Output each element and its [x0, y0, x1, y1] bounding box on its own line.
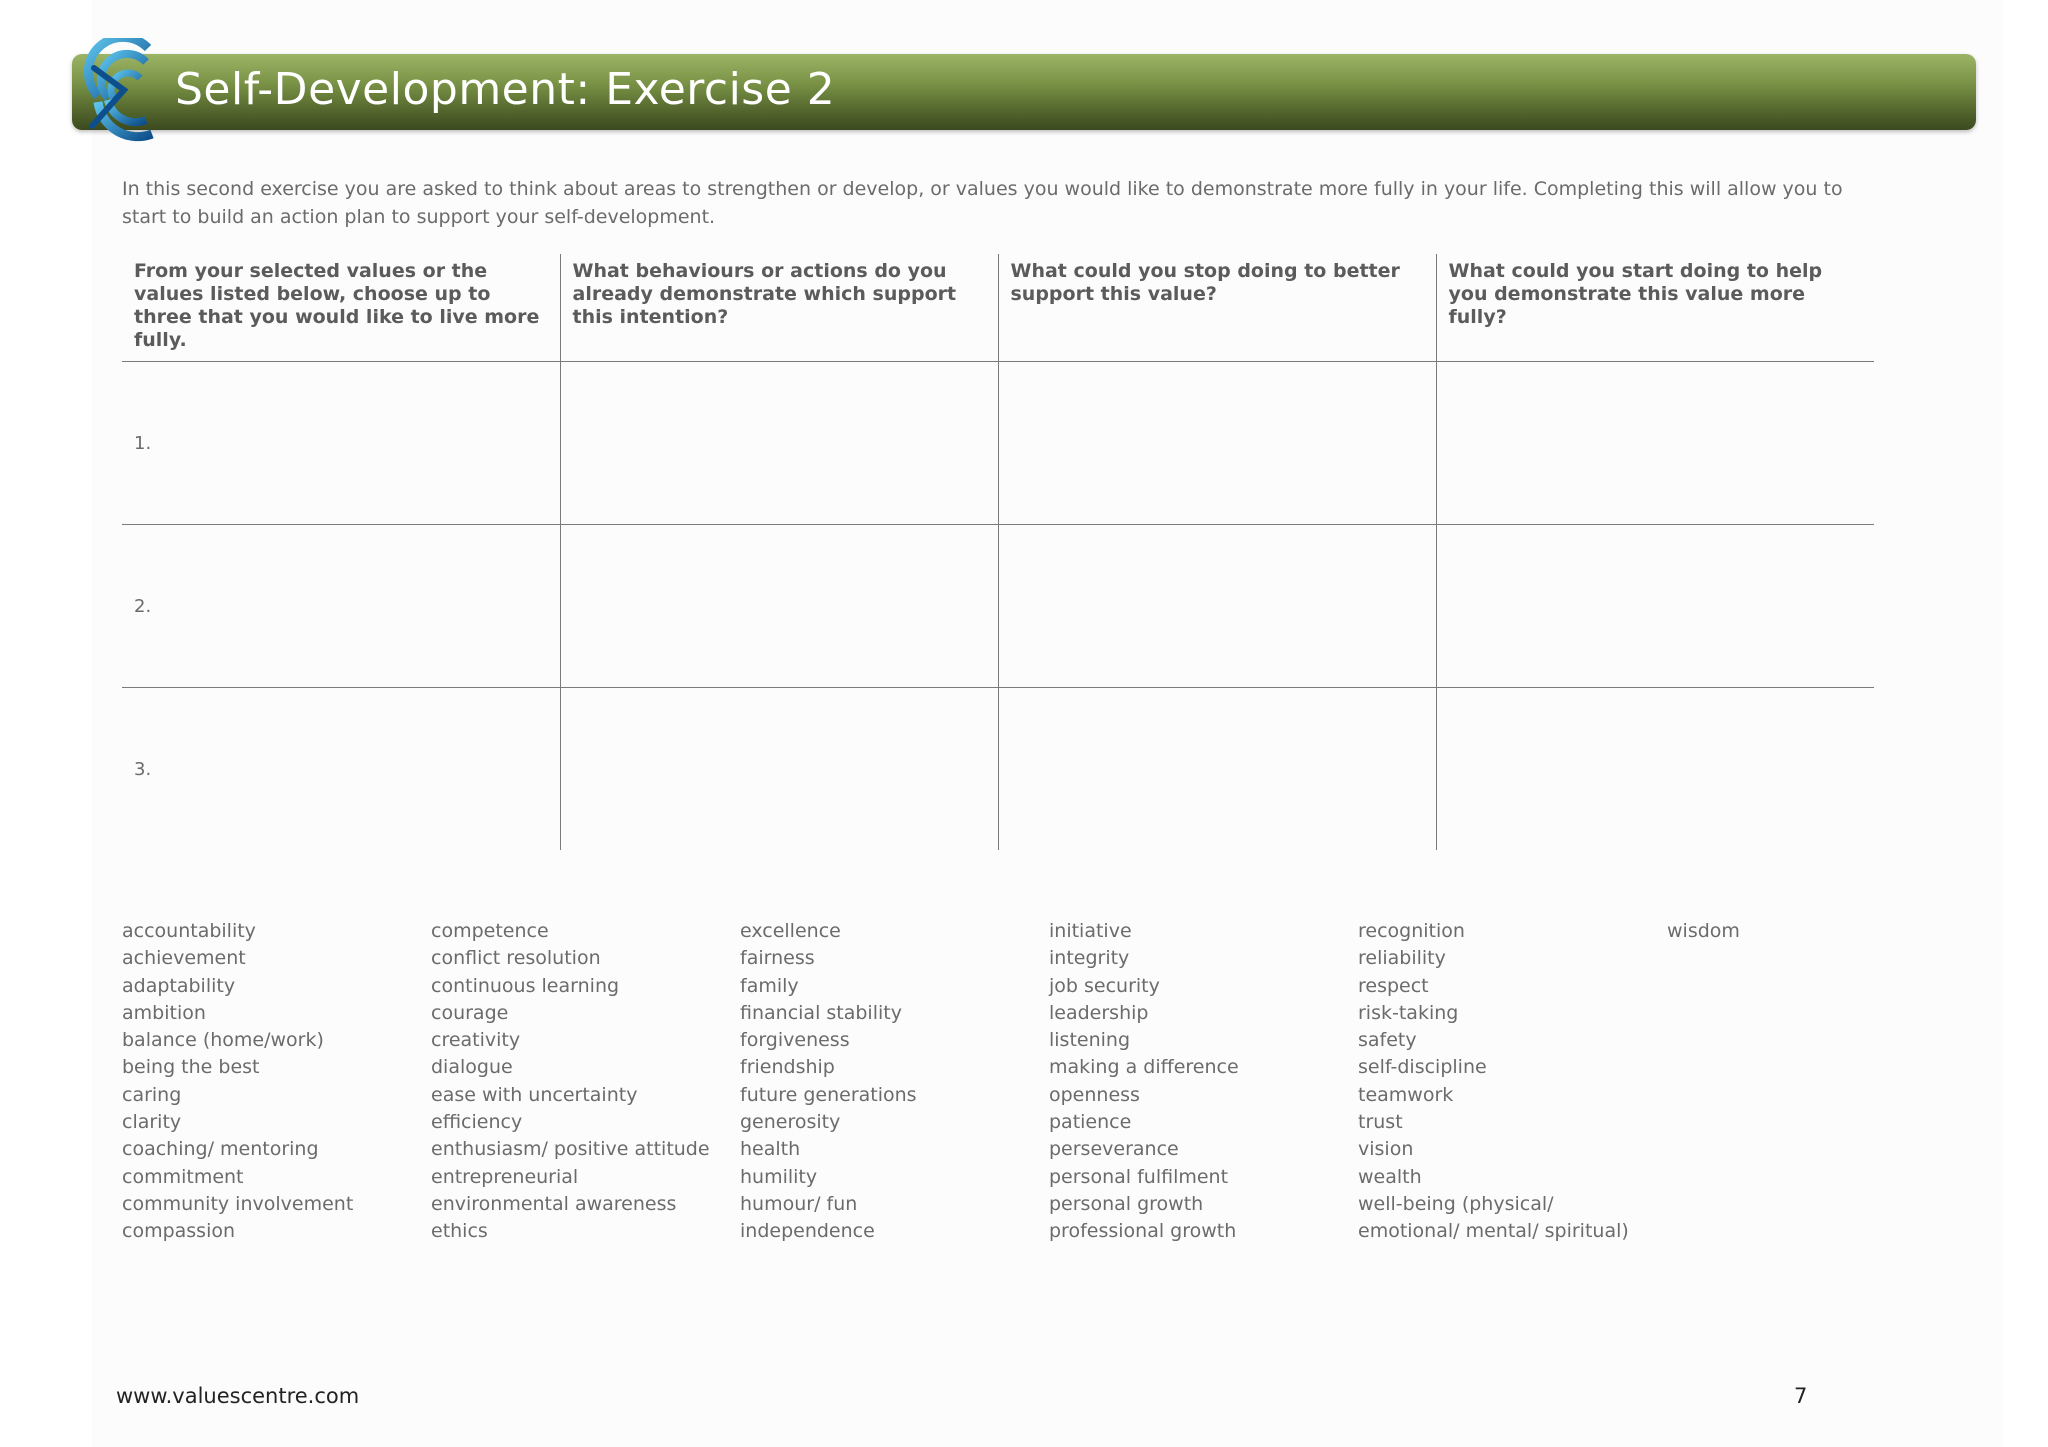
value-item: conflict resolution — [431, 947, 601, 970]
values-list — [122, 918, 1982, 1246]
value-item: humour/ fun — [740, 1192, 858, 1215]
value-item: future generations — [740, 1083, 917, 1106]
value-item: making a difference — [1049, 1056, 1239, 1079]
values-column — [431, 918, 740, 1246]
value-item: entrepreneurial — [431, 1165, 579, 1188]
value-item: fairness — [740, 947, 815, 970]
value-item: enthusiasm/ positive attitude — [431, 1138, 710, 1161]
value-item: adaptability — [122, 974, 236, 997]
value-item: compassion — [122, 1220, 236, 1243]
value-item: teamwork — [1358, 1083, 1454, 1106]
table-cell — [998, 362, 1436, 525]
value-item: humility — [740, 1165, 818, 1188]
value-item: perseverance — [1049, 1138, 1179, 1161]
intro-paragraph: In this second exercise you are asked to think about areas to strengthen or develop, or values you would like to demonstrate more fully in your life. Completing this will allow you to start to build an action plan to support your self-development. — [122, 178, 1843, 228]
values-column — [1358, 918, 1667, 1246]
value-item: ambition — [122, 1001, 206, 1024]
column-header: What could you stop doing to better support this value? — [998, 254, 1436, 362]
value-item: clarity — [122, 1111, 182, 1134]
value-item: accountability — [122, 920, 256, 942]
values-column — [122, 918, 431, 1246]
values-column — [740, 918, 1049, 1246]
value-item: forgiveness — [740, 1029, 850, 1052]
value-item: trust — [1358, 1111, 1403, 1134]
value-item: wealth — [1358, 1165, 1422, 1188]
value-item: courage — [431, 1001, 509, 1024]
value-item: recognition — [1358, 920, 1465, 942]
value-item: personal fulfilment — [1049, 1165, 1229, 1188]
table-row — [122, 525, 1874, 688]
column-header: From your selected values or the values listed below, choose up to three that you would like to live more fully. — [122, 254, 560, 362]
value-item: openness — [1049, 1083, 1140, 1106]
column-header: What behaviours or actions do you already demonstrate which support this intention? — [560, 254, 998, 362]
value-item: ease with uncertainty — [431, 1083, 638, 1106]
table-cell — [998, 525, 1436, 688]
value-item: ethics — [431, 1220, 488, 1243]
page-number: 7 — [1794, 1384, 1808, 1408]
values-centre-logo-icon — [68, 38, 180, 142]
value-item: health — [740, 1138, 801, 1161]
table-cell — [998, 688, 1436, 851]
table-row — [122, 362, 1874, 525]
value-item: balance (home/work) — [122, 1029, 324, 1052]
row-number: 1. — [122, 362, 560, 525]
value-item: self-discipline — [1358, 1056, 1487, 1079]
value-item: well-being (physical/ — [1358, 1192, 1554, 1215]
value-item: friendship — [740, 1056, 835, 1079]
value-item: integrity — [1049, 947, 1130, 970]
table-cell — [560, 362, 998, 525]
value-item: excellence — [740, 920, 841, 942]
value-item: job security — [1049, 974, 1160, 997]
value-item: initiative — [1049, 920, 1132, 942]
value-item: patience — [1049, 1111, 1132, 1134]
value-item: being the best — [122, 1056, 260, 1079]
value-item: independence — [740, 1220, 875, 1243]
table-cell — [1436, 525, 1874, 688]
value-item: listening — [1049, 1029, 1131, 1052]
page-title: Self-Development: Exercise 2 — [175, 64, 836, 115]
table-row — [122, 688, 1874, 851]
column-header: What could you start doing to help you demonstrate this value more fully? — [1436, 254, 1874, 362]
value-item: environmental awareness — [431, 1192, 677, 1215]
value-item: professional growth — [1049, 1220, 1237, 1243]
row-number: 2. — [122, 525, 560, 688]
value-item: coaching/ mentoring — [122, 1138, 319, 1161]
value-item: financial stability — [740, 1001, 902, 1024]
value-item: vision — [1358, 1138, 1414, 1161]
value-item: creativity — [431, 1029, 521, 1052]
value-item: generosity — [740, 1111, 841, 1134]
table-header-row — [122, 254, 1874, 362]
row-number: 3. — [134, 758, 152, 780]
value-item: competence — [431, 920, 549, 942]
values-column — [1049, 918, 1358, 1246]
value-item: wisdom — [1667, 920, 1740, 942]
table-cell — [1436, 688, 1874, 851]
value-item: community involvement — [122, 1192, 354, 1215]
footer-url: www.valuescentre.com — [116, 1384, 360, 1408]
value-item: reliability — [1358, 947, 1446, 970]
value-item: commitment — [122, 1165, 244, 1188]
value-item: respect — [1358, 974, 1429, 997]
values-column — [1667, 918, 1976, 1246]
value-item: risk-taking — [1358, 1001, 1459, 1024]
value-item: caring — [122, 1083, 182, 1106]
table-cell — [1436, 362, 1874, 525]
table-cell — [560, 688, 998, 851]
value-item: emotional/ mental/ spiritual) — [1358, 1220, 1629, 1243]
value-item: personal growth — [1049, 1192, 1204, 1215]
exercise-table — [122, 254, 1874, 850]
value-item: leadership — [1049, 1001, 1149, 1024]
table-cell — [560, 525, 998, 688]
value-item: dialogue — [431, 1056, 513, 1079]
value-item: continuous learning — [431, 974, 620, 997]
value-item: achievement — [122, 947, 246, 970]
value-item: safety — [1358, 1029, 1417, 1052]
value-item: efficiency — [431, 1111, 523, 1134]
value-item: family — [740, 974, 799, 997]
